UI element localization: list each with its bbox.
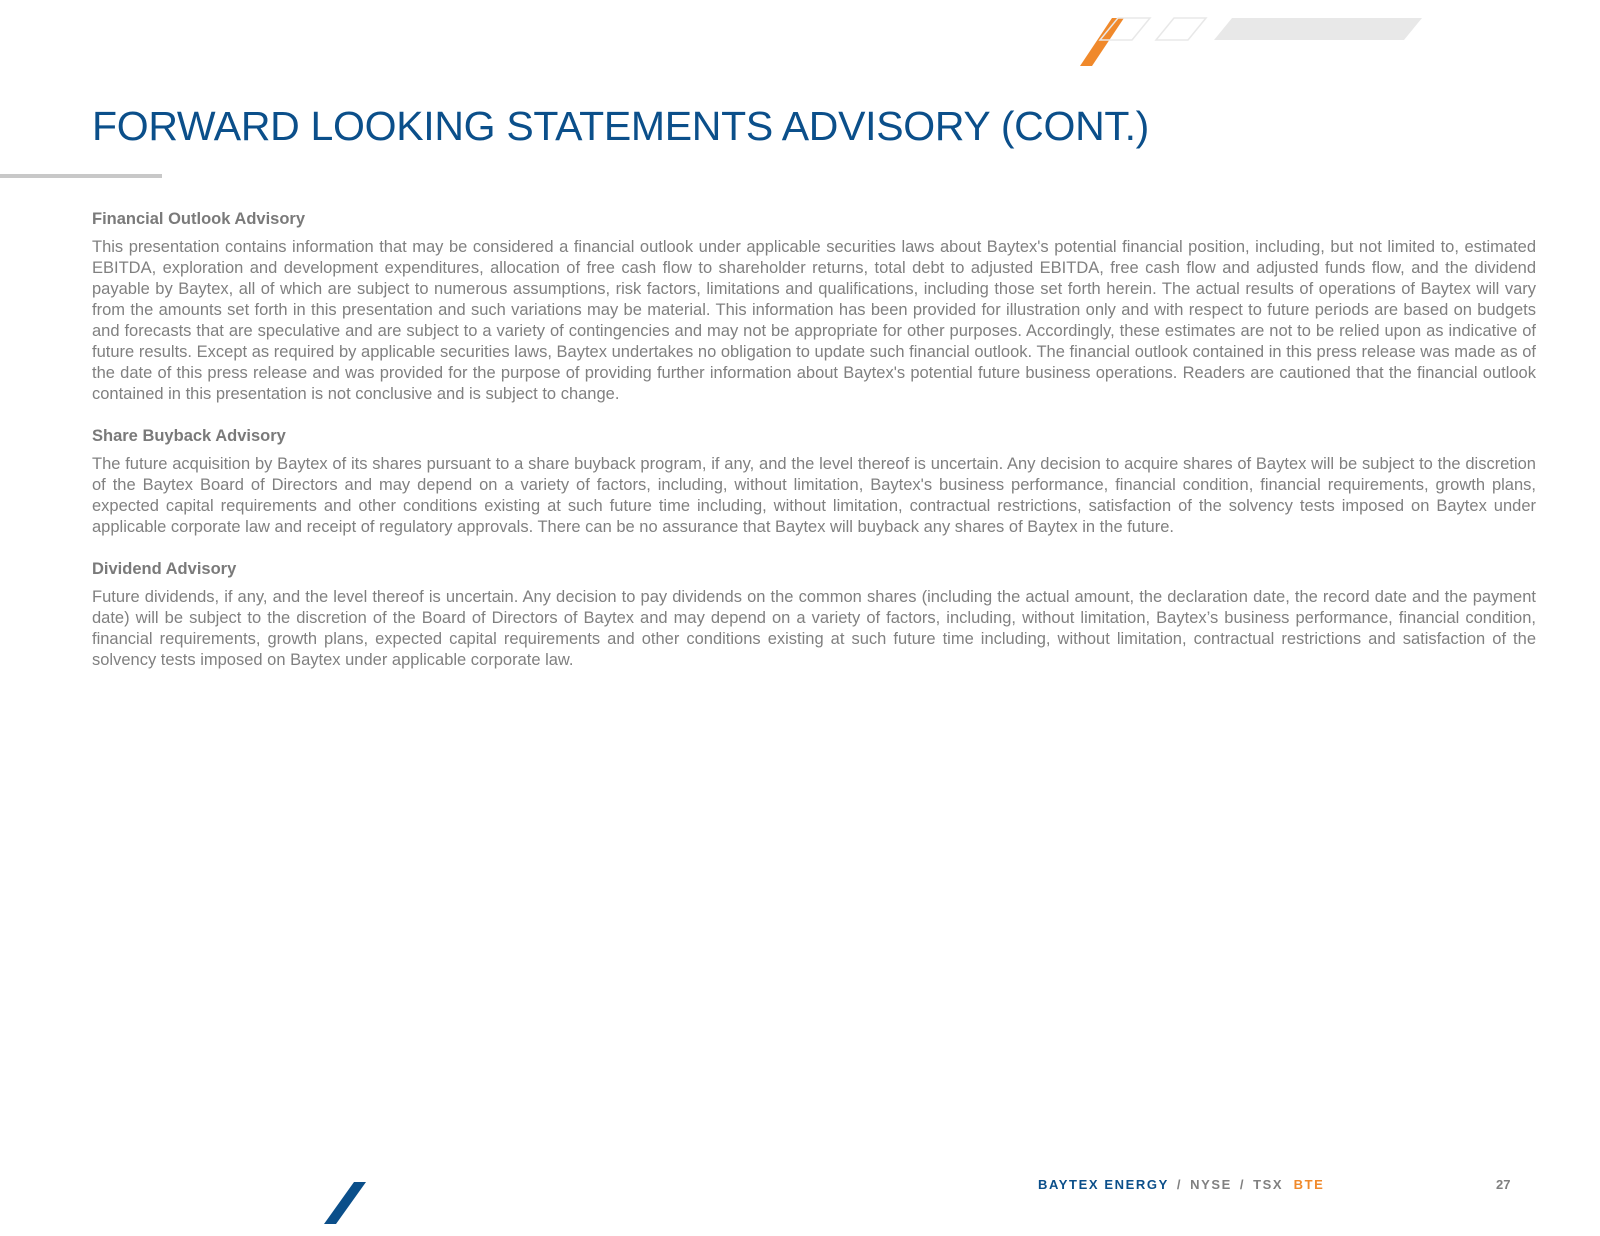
exchange-tsx: TSX [1253, 1177, 1284, 1192]
exchange-nyse: NYSE [1190, 1177, 1232, 1192]
advisory-content [92, 208, 1536, 691]
title-underline-divider [0, 174, 162, 178]
section-heading: Financial Outlook Advisory [92, 210, 306, 228]
gray-bar-slash [1214, 18, 1422, 40]
footer-separator: / [1176, 1177, 1183, 1192]
section-body: Future dividends, if any, and the level thereof is uncertain. Any decision to pay dividends on the common shares (including the actual amount, the declaration date, the record date and the payment date) will be subject to the discretion of the Board of Directors of Baytex and may depend on a variety of factors, including, without limitation, Baytex’s business performance, financial condition, financial requirements, growth plans, expected capital requirements and other conditions existing at such future time including, without limitation, contractual restrictions and satisfaction of the solvency tests imposed on Baytex under applicable corporate law. [92, 588, 1536, 669]
page-title: FORWARD LOOKING STATEMENTS ADVISORY (CONT.) [92, 103, 1150, 149]
blue-slash [324, 1182, 366, 1224]
company-name: BAYTEX ENERGY [1038, 1177, 1169, 1192]
footer-slash-decoration [320, 1180, 370, 1226]
section-heading: Share Buyback Advisory [92, 427, 286, 445]
outline-slash-2 [1156, 18, 1206, 40]
header-slash-decoration [1070, 14, 1470, 70]
page-number: 27 [1496, 1177, 1511, 1192]
section-body: The future acquisition by Baytex of its shares pursuant to a share buyback program, if any, and the level thereof is uncertain. Any decision to acquire shares of Baytex will be subject to the discretion of the Baytex Board of Directors and may depend on a variety of factors, including, without limitation, Baytex's business performance, financial condition, financial requirements, growth plans, expected capital requirements and other conditions existing at such future time including, without limitation, contractual restrictions, satisfaction of the solvency tests imposed on Baytex under applicable corporate law and receipt of regulatory approvals. There can be no assurance that Baytex will buyback any shares of Baytex in the future. [92, 455, 1536, 536]
footer-separator: / [1239, 1177, 1246, 1192]
section-heading: Dividend Advisory [92, 560, 237, 578]
financial-outlook-section [92, 208, 1536, 405]
footer-brand [1038, 1177, 1324, 1192]
dividend-section [92, 558, 1536, 671]
share-buyback-section [92, 425, 1536, 538]
orange-slash [1080, 18, 1124, 66]
ticker-symbol: BTE [1293, 1177, 1325, 1192]
section-body: This presentation contains information that may be considered a financial outlook under applicable securities laws about Baytex's potential financial position, including, but not limited to, estimated EBITDA, exploration and development expenditures, allocation of free cash flow to shareholder returns, total debt to adjusted EBITDA, free cash flow and adjusted funds flow, and the dividend payable by Baytex, all of which are subject to numerous assumptions, risk factors, limitations and qualifications, including those set forth herein. The actual results of operations of Baytex will vary from the amounts set forth in this presentation and such variations may be material. This information has been provided for illustration only and with respect to future periods are based on budgets and forecasts that are speculative and are subject to a variety of contingencies and may not be appropriate for other purposes. Accordingly, these estimates are not to be relied upon as indicative of future results. Except as required by applicable securities laws, Baytex undertakes no obligation to update such financial outlook. The financial outlook contained in this press release was made as of the date of this press release and was provided for the purpose of providing further information about Baytex's potential future business operations. Readers are cautioned that the financial outlook contained in this presentation is not conclusive and is subject to change. [92, 238, 1536, 403]
